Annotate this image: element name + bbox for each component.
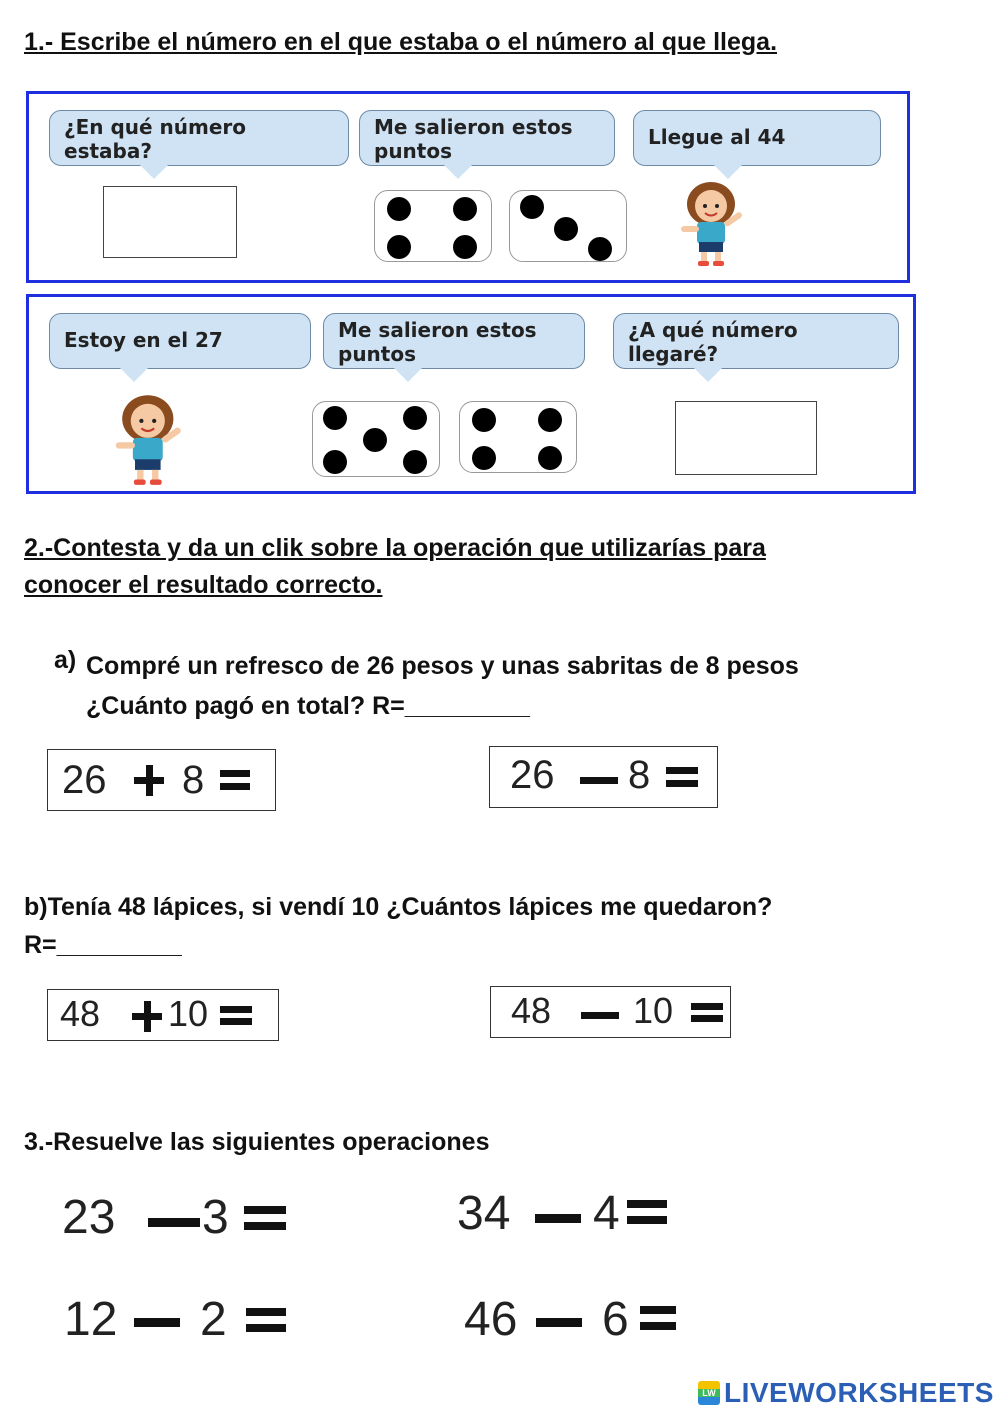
bubble-arrived: [633, 110, 881, 166]
minus-sign: [134, 1318, 180, 1327]
equals-sign: [627, 1200, 667, 1226]
bubble-dots-1-text: Me salieron estos puntos: [374, 115, 573, 163]
liveworksheets-logo: [698, 1378, 994, 1408]
answer-input-end[interactable]: [675, 401, 817, 475]
section3-title: 3.-Resuelve las siguientes operaciones: [24, 1128, 490, 1156]
row1-panel: [26, 91, 910, 283]
minus-sign: [148, 1218, 200, 1227]
bubble-dots-1: [359, 110, 615, 166]
minus-sign: [536, 1318, 582, 1327]
bubble-where-arrive-text: ¿A qué número llegaré?: [628, 318, 798, 366]
equals-sign: [244, 1206, 286, 1232]
operation-2: [455, 1184, 695, 1246]
operation-3: [62, 1290, 302, 1352]
dice-four-2: [459, 401, 577, 473]
operation-4: [462, 1290, 702, 1352]
option-b-addition[interactable]: [47, 989, 279, 1041]
section2-title: [24, 530, 766, 604]
question-a: [86, 646, 799, 726]
equals-sign: [666, 767, 698, 789]
option-a-sub-n2: 8: [628, 753, 651, 797]
option-a-add-n2: 8: [182, 758, 205, 802]
operation-4-n1: 46: [464, 1293, 518, 1346]
question-b-line2: R=_________: [24, 931, 182, 959]
logo-text: LIVEWORKSHEETS: [724, 1377, 994, 1408]
bubble-where-arrive: [613, 313, 899, 369]
operation-2-n1: 34: [457, 1187, 511, 1240]
question-a-label: a): [54, 646, 77, 674]
operation-3-n1: 12: [64, 1293, 118, 1346]
option-b-add-n1: 48: [60, 993, 101, 1034]
option-a-addition[interactable]: [47, 749, 276, 811]
minus-sign: [581, 1012, 619, 1019]
equals-sign: [246, 1308, 286, 1334]
bubble-where-was: [49, 110, 349, 166]
question-b-line1: b)Tenía 48 lápices, si vendí 10 ¿Cuántos lápices me quedaron?: [24, 893, 773, 921]
question-a-line2: ¿Cuánto pagó en total? R=_________: [86, 692, 530, 720]
bubble-dots-2-text: Me salieron estos puntos: [338, 318, 537, 366]
dice-five: [312, 401, 440, 477]
equals-sign: [691, 1003, 723, 1023]
girl-illustration: [659, 178, 769, 268]
option-b-sub-n1: 48: [511, 990, 552, 1031]
question-b: [24, 888, 772, 964]
row2-panel: [26, 294, 916, 494]
section2-title-line2: conocer el resultado correcto.: [24, 571, 383, 599]
option-a-subtraction[interactable]: [489, 746, 718, 808]
option-a-add-n1: 26: [62, 758, 107, 802]
operation-1-n2: 3: [202, 1191, 229, 1244]
equals-sign: [640, 1306, 676, 1332]
option-b-add-n2: 10: [168, 993, 209, 1034]
operation-2-n2: 4: [593, 1187, 620, 1240]
section2-title-line1: 2.-Contesta y da un clik sobre la operación que utilizarías para: [24, 534, 766, 562]
equals-sign: [220, 1006, 252, 1026]
operation-4-n2: 6: [602, 1293, 629, 1346]
question-a-line1: Compré un refresco de 26 pesos y unas sabritas de 8 pesos: [86, 652, 799, 680]
option-b-subtraction[interactable]: [490, 986, 731, 1038]
bubble-where-was-text: ¿En qué número estaba?: [64, 115, 247, 163]
operation-1: [60, 1188, 300, 1250]
operation-3-n2: 2: [200, 1293, 227, 1346]
operation-1-n1: 23: [62, 1191, 116, 1244]
section1-title: 1.- Escribe el número en el que estaba o el número al que llega.: [24, 28, 778, 56]
minus-sign: [580, 777, 618, 784]
option-a-sub-n1: 26: [510, 753, 555, 797]
minus-sign: [535, 1214, 581, 1223]
equals-sign: [220, 770, 250, 792]
bubble-start-27: [49, 313, 311, 369]
girl-illustration-2: [91, 391, 211, 487]
logo-icon: LW: [698, 1381, 720, 1405]
option-b-sub-n2: 10: [633, 990, 674, 1031]
dice-four: [374, 190, 492, 262]
dice-three: [509, 190, 627, 262]
bubble-arrived-text: Llegue al 44: [648, 125, 786, 149]
bubble-dots-2: [323, 313, 585, 369]
answer-input-start[interactable]: [103, 186, 237, 258]
bubble-start-27-text: Estoy en el 27: [64, 328, 223, 352]
